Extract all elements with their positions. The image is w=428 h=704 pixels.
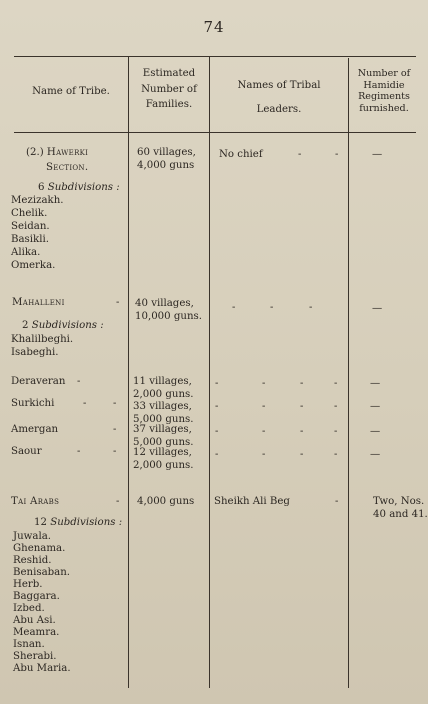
page-number: 74 xyxy=(203,18,225,36)
mahalleni-subdiv-heading xyxy=(22,320,104,332)
amergan-name: Amergan xyxy=(11,424,59,435)
mahalleni-subdiv-label: Subdivisions : xyxy=(31,320,104,331)
hawerki-name-line-2: Section. xyxy=(46,162,89,173)
hawerki-subdivision: Basikli. xyxy=(11,234,49,245)
tai-arabs-subdiv-count: 12 xyxy=(34,517,47,528)
tai-arabs-families: 4,000 guns xyxy=(137,496,195,507)
deraveran-name-dash: - xyxy=(77,376,81,387)
tai-arabs-subdiv-label: Subdivisions : xyxy=(50,517,123,528)
tai-arabs-regiment-line-1: Two, Nos. xyxy=(373,496,425,507)
tai-arabs-subdivision: Izbed. xyxy=(13,603,45,614)
saour-name-dash: - xyxy=(113,446,117,457)
saour-families-line-2: 2,000 guns. xyxy=(133,460,194,471)
tai-arabs-subdivision: Meamra. xyxy=(13,627,60,638)
header-leaders xyxy=(210,80,348,116)
header-regiments-line: furnished. xyxy=(359,102,409,114)
tai-arabs-leader: Sheikh Ali Beg xyxy=(214,496,290,507)
surkichi-leader-dash: - xyxy=(215,401,219,412)
column-divider-1 xyxy=(128,56,129,688)
column-divider-2 xyxy=(209,56,210,688)
hawerki-name-line-1 xyxy=(26,147,88,159)
hawerki-number: (2.) xyxy=(26,147,44,158)
mahalleni-families-line-2: 10,000 guns. xyxy=(135,311,202,322)
saour-name: Saour xyxy=(11,446,42,457)
tai-arabs-subdivision: Herb. xyxy=(13,579,43,590)
tai-arabs-subdivision: Reshid. xyxy=(13,555,52,566)
tai-arabs-subdivision: Abu Maria. xyxy=(13,663,71,674)
saour-name-dash: - xyxy=(77,446,81,457)
saour-leader-dash: - xyxy=(300,449,304,460)
tai-arabs-name: Tai Arabs xyxy=(11,496,60,507)
hawerki-subdiv-label: Subdivisions : xyxy=(47,182,120,193)
deraveran-leader-dash: - xyxy=(300,378,304,389)
amergan-leader-dash: - xyxy=(215,426,219,437)
hawerki-subdiv-heading xyxy=(38,182,120,194)
amergan-families-line-2: 5,000 guns. xyxy=(133,437,194,448)
saour-families-line-1: 12 villages, xyxy=(133,447,192,458)
tai-arabs-subdivision: Isnan. xyxy=(13,639,45,650)
header-regiments-line: Hamidie xyxy=(363,79,405,91)
tai-arabs-leader-dash: - xyxy=(335,496,339,507)
surkichi-name-dash: - xyxy=(113,398,117,409)
tai-arabs-subdivision: Baggara. xyxy=(13,591,60,602)
hawerki-families-line-1: 60 villages, xyxy=(137,147,196,158)
amergan-leader-dash: - xyxy=(262,426,266,437)
header-tribe xyxy=(14,86,128,99)
deraveran-families-line-1: 11 villages, xyxy=(133,376,192,387)
surkichi-leader-dash: - xyxy=(334,401,338,412)
surkichi-leader-dash: - xyxy=(300,401,304,412)
hawerki-leader-dash: - xyxy=(335,149,339,160)
surkichi-name-dash: - xyxy=(83,398,87,409)
saour-leader-dash: - xyxy=(262,449,266,460)
hawerki-subdivision: Mezizakh. xyxy=(11,195,64,206)
column-divider-3 xyxy=(348,58,349,688)
hawerki-families-line-2: 4,000 guns xyxy=(137,160,195,171)
amergan-leader-dash: - xyxy=(334,426,338,437)
tai-arabs-subdivision: Juwala. xyxy=(13,531,52,542)
surkichi-leader-dash: - xyxy=(262,401,266,412)
mahalleni-name-dash: - xyxy=(116,297,120,308)
mahalleni-families-line-1: 40 villages, xyxy=(135,298,194,309)
amergan-leader-dash: - xyxy=(300,426,304,437)
header-regiments-line: Regiments xyxy=(358,91,410,102)
surkichi-name: Surkichi xyxy=(11,398,55,409)
hawerki-leader-dash: - xyxy=(298,149,302,160)
header-regiments-line: Number of xyxy=(357,68,411,79)
surkichi-regiment: — xyxy=(370,401,381,412)
surkichi-families-line-2: 5,000 guns. xyxy=(133,414,194,425)
deraveran-leader-dash: - xyxy=(334,378,338,389)
hawerki-regiment: — xyxy=(372,149,383,160)
surkichi-families-line-1: 33 villages, xyxy=(133,401,192,412)
mahalleni-leader-dash: - xyxy=(309,302,313,313)
tai-arabs-subdivision: Abu Asi. xyxy=(13,615,56,626)
deraveran-leader-dash: - xyxy=(262,378,266,389)
header-families-line: Number of xyxy=(141,83,197,95)
deraveran-regiment: — xyxy=(370,378,381,389)
hawerki-subdivision: Chelik. xyxy=(11,208,48,219)
tai-arabs-subdivision: Ghenama. xyxy=(13,543,66,554)
mahalleni-name: Mahalleni xyxy=(12,297,65,308)
tai-arabs-regiment-line-2: 40 and 41. xyxy=(373,509,428,520)
saour-leader-dash: - xyxy=(215,449,219,460)
hawerki-leader: No chief xyxy=(219,149,263,160)
header-bottom-rule xyxy=(14,132,416,133)
deraveran-families-line-2: 2,000 guns. xyxy=(133,389,194,400)
mahalleni-subdivision: Khalilbeghi. xyxy=(11,334,74,345)
hawerki-subdivision: Seidan. xyxy=(11,221,50,232)
hawerki-name: Hawerki xyxy=(46,147,89,158)
deraveran-name: Deraveran xyxy=(11,376,66,387)
mahalleni-leader-dash: - xyxy=(270,302,274,313)
hawerki-subdivision: Alika. xyxy=(11,247,41,258)
header-families-line: Families. xyxy=(145,99,193,111)
header-families-line: Estimated xyxy=(142,68,196,79)
header-leaders-line: Leaders. xyxy=(256,103,302,115)
header-leaders-line: Names of Tribal xyxy=(237,80,321,91)
mahalleni-regiment: — xyxy=(372,303,383,314)
mahalleni-subdivision: Isabeghi. xyxy=(11,347,59,358)
tai-arabs-name-dash: - xyxy=(116,496,120,507)
amergan-families-line-1: 37 villages, xyxy=(133,424,192,435)
table-top-rule xyxy=(14,56,416,57)
header-families xyxy=(129,68,209,112)
mahalleni-leader-dash: - xyxy=(232,302,236,313)
hawerki-subdivision: Omerka. xyxy=(11,260,56,271)
hawerki-subdiv-count: 6 xyxy=(38,182,45,193)
deraveran-leader-dash: - xyxy=(215,378,219,389)
saour-leader-dash: - xyxy=(334,449,338,460)
mahalleni-subdiv-count: 2 xyxy=(22,320,29,331)
amergan-name-dash: - xyxy=(113,424,117,435)
tai-arabs-subdiv-heading xyxy=(34,517,122,529)
tai-arabs-subdivision: Benisaban. xyxy=(13,567,71,578)
header-regiments xyxy=(349,68,419,114)
saour-regiment: — xyxy=(370,449,381,460)
header-tribe-text: Name of Tribe. xyxy=(32,86,110,97)
tai-arabs-subdivision: Sherabi. xyxy=(13,651,57,662)
amergan-regiment: — xyxy=(370,426,381,437)
